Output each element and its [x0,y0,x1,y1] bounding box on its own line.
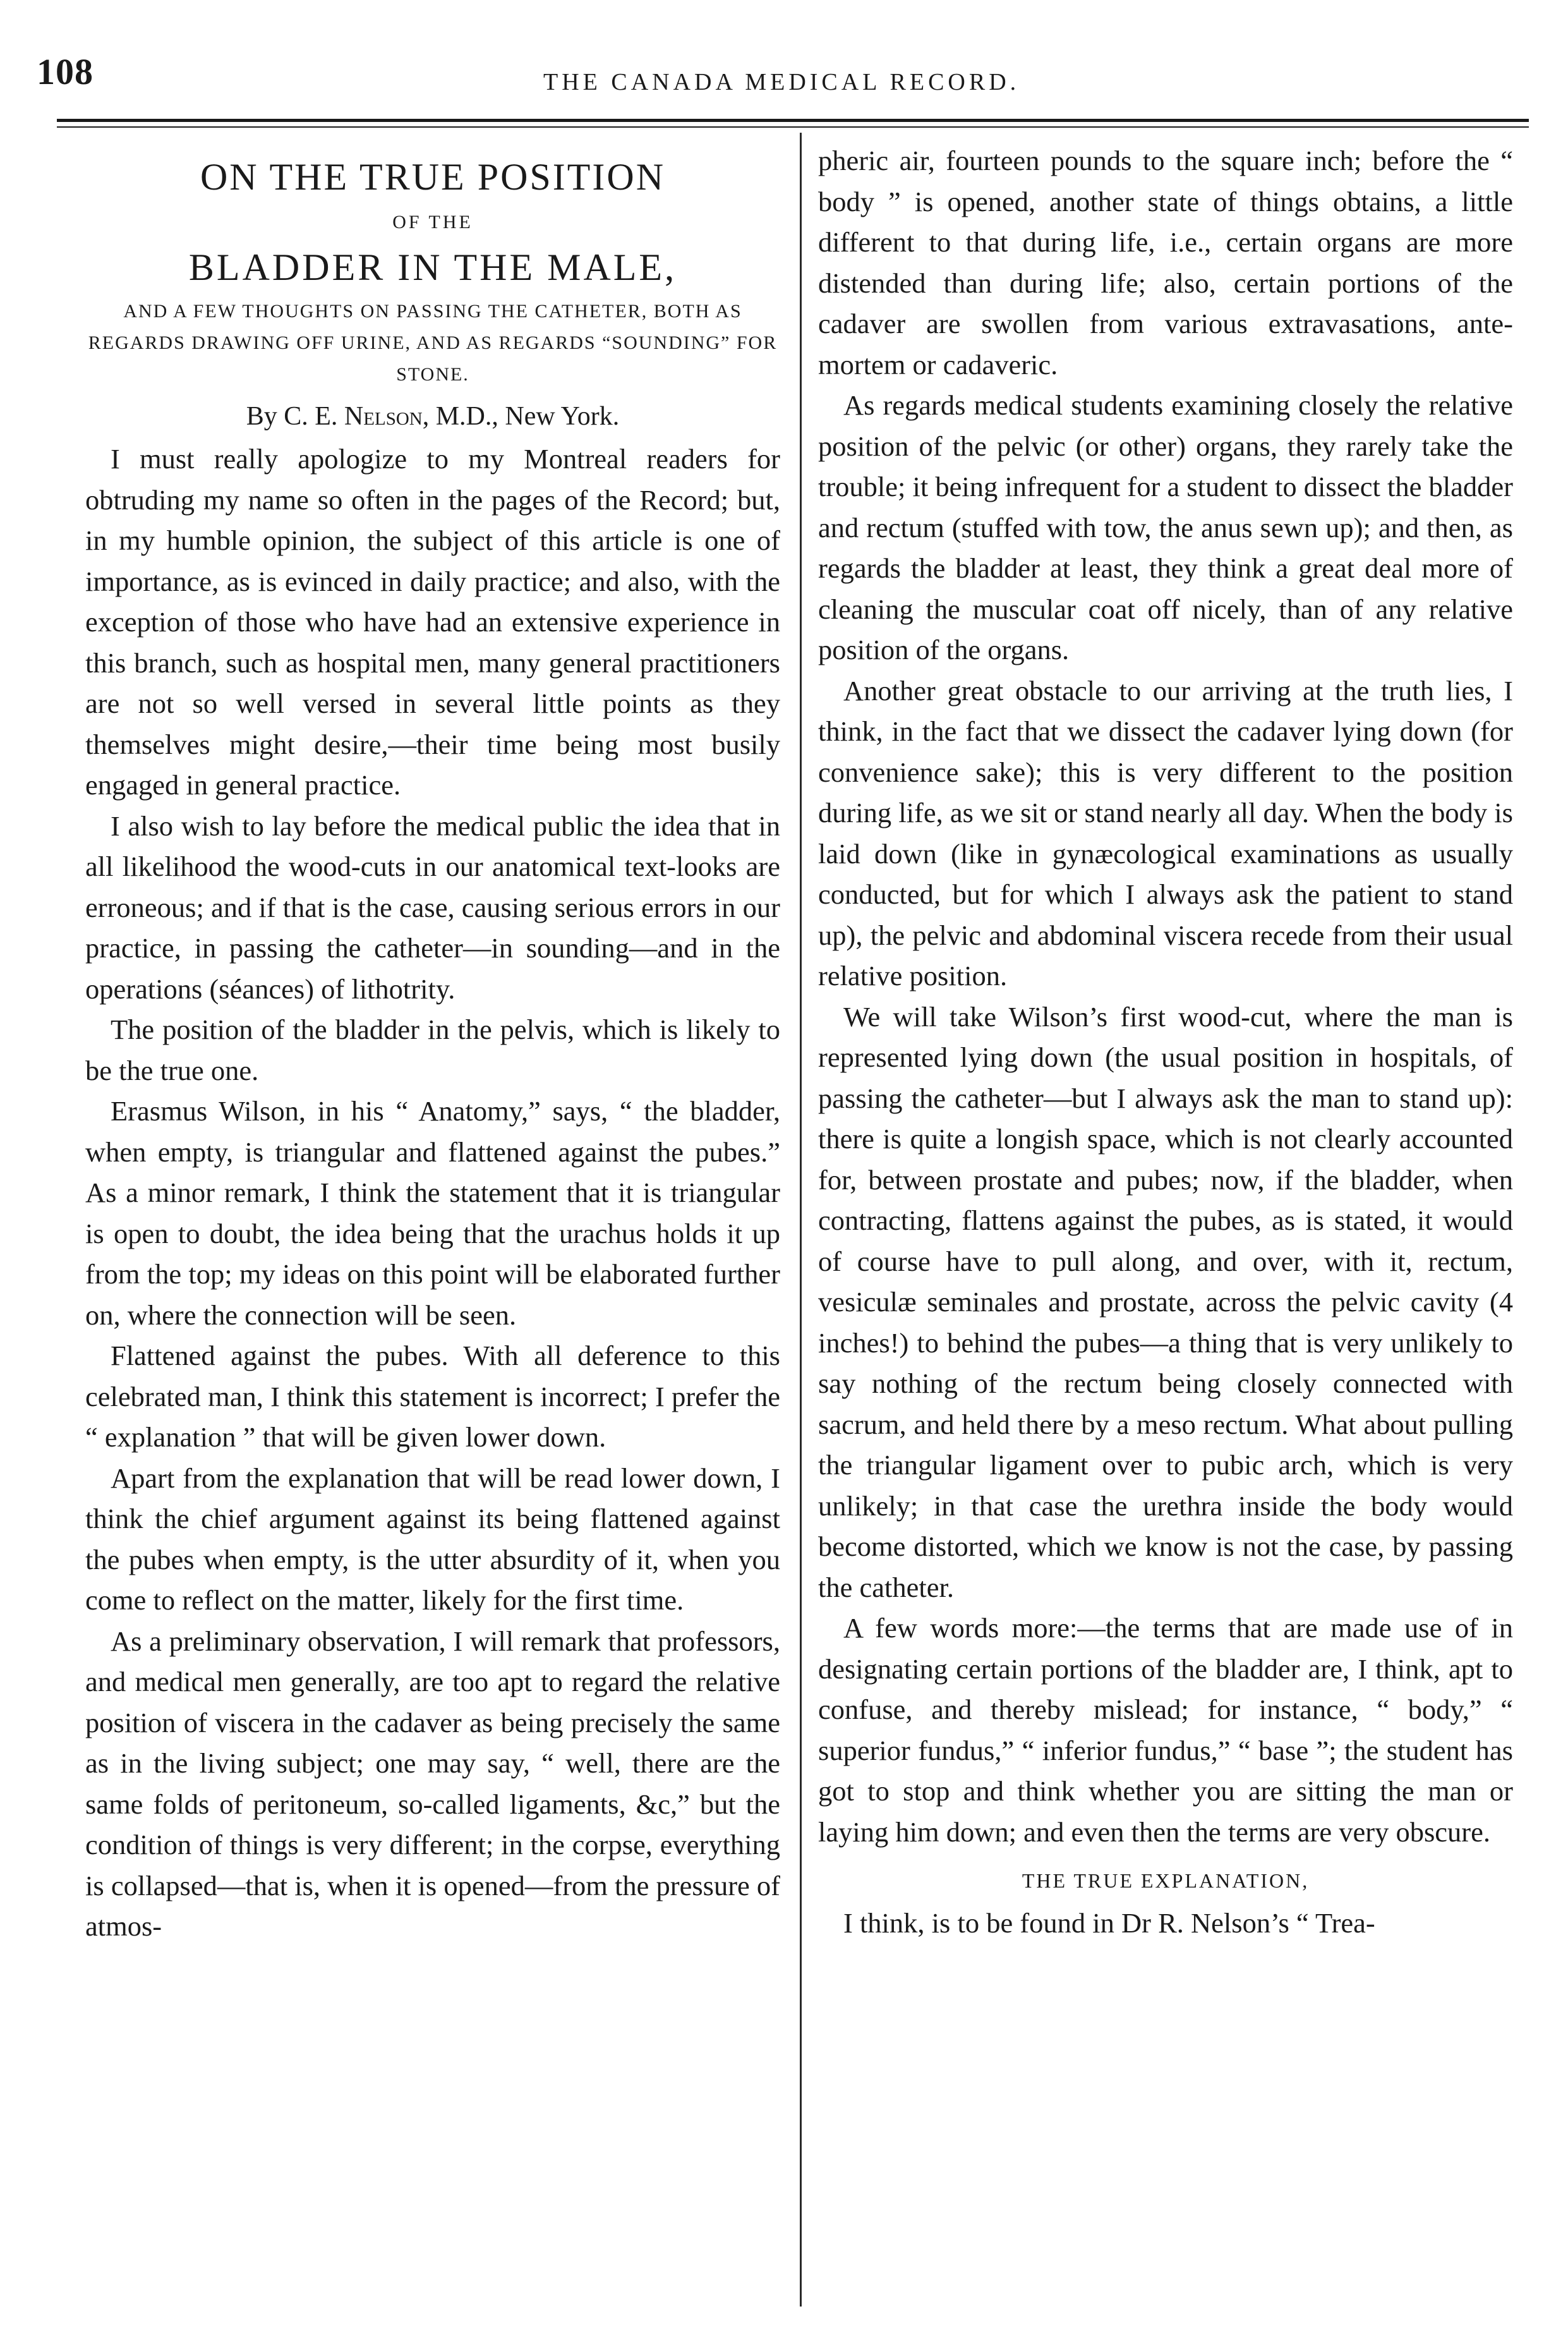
article-title-of-the: OF THE [392,212,473,233]
paragraph: We will take Wilson’s first wood-cut, where the man is represented lying down (the usual position in hospitals, of passing the catheter—but I always ask the man to stand up): there is quite a longish space, which is not clearly accounted for, between prostate and pubes; now, if the bladder, when contracting, flattens against the pubes, as is stated, it would of course have to pull along, and over, with it, rectum, vesiculæ seminales and prostate, across the pelvic cavity (4 inches!) to behind the pubes—a thing that is very unlikely to say nothing of the rectum being closely connected with sacrum, and held there by a meso rectum. What about pulling the triangular ligament over to pubic arch, which is very unlikely; in that case the urethra inside the body would become distorted, which we know is not the case, by passing the catheter. [818,1000,1513,1603]
paragraph: The position of the bladder in the pelvis, which is likely to be the true one. [85,1014,780,1086]
author-name: C. E. Nelson, M.D., [284,402,498,431]
section-heading: THE TRUE EXPLANATION, [1022,1869,1310,1892]
paragraph: Another great obstacle to our arriving at the truth lies, I think, in the fact that we dissect the cadaver lying down (for convenience sake); this is very different to the position during life, as we sit or stand nearly all day. When the body is laid down (like in gynæcological examinations as usually conducted, but for which I always ask the patient to stand up), the pelvic and abdominal viscera recede from their usual relative position. [818,674,1513,991]
article-title-line2: BLADDER IN THE MALE, [188,246,677,288]
column-divider [800,133,802,2307]
header-rule [57,119,1529,122]
paragraph: A few words more:—the terms that are made use of in designating certain portions of the bladder are, I think, apt to confuse, and thereby mislead; for instance, “ body,” “ superior fundus,” “ inferior fundus,” “ base ”; the student has got to stop and think whether you are sitting the man or laying him down; and even then the terms are very obscure. [818,1612,1513,1848]
paragraph: As a preliminary observation, I will remark that professors, and medical men generally, are too apt to regard the relative position of viscera in the cadaver as being precisely the same as in the living subject; one may say, “ well, there are the same folds of peritoneum, so-called ligaments, &c,” but the condition of things is very different; in the corpse, everything is collapsed—that is, when it is opened—from the pressure of atmos- [85,1625,780,1942]
paragraph: Apart from the explanation that will be read lower down, I think the chief argument against its being flattened against the pubes when empty, is the utter absurdity of it, when you come to reflect on the matter, likely for the first time. [85,1462,780,1616]
paragraph: I must really apologize to my Montreal readers for obtruding my name so often in the pages of the Record; but, in my humble opinion, the subject of this article is one of importance, as is evinced in daily practice; and also, with the exception of those who have had an extensive experience in this branch, such as hospital men, many general practitioners are not so well versed in several little points as they themselves might desire,—their time being most busily engaged in general practice. [85,443,780,801]
article-subtitle: AND A FEW THOUGHTS ON PASSING THE CATHETER, BOTH AS REGARDS DRAWING OFF URINE, AND AS REGARDS “SOUNDING” FOR STONE. [88,301,778,385]
paragraph: Flattened against the pubes. With all deference to this celebrated man, I think this statement is incorrect; I prefer the “ explanation ” that will be given lower down. [85,1340,780,1453]
paragraph: I also wish to lay before the medical public the idea that in all likelihood the wood-cuts in our anatomical text-looks are erroneous; and if that is the case, causing serious errors in our practice, in passing the catheter—in sounding—and in the operations (séances) of lithotrity. [85,809,780,1005]
paragraph: Erasmus Wilson, in his “ Anatomy,” says, “ the bladder, when empty, is triangular and flattened against the pubes.” As a minor remark, I think the statement that it is triangular is open to doubt, the idea being that the urachus holds it up from the top; my ideas on this point will be elaborated further on, where the connection will be seen. [85,1095,780,1331]
byline [85,394,780,439]
header-rule-thin [57,126,1529,128]
author-place: New York. [498,402,620,431]
byline-prefix: By [246,402,284,431]
paragraph: pheric air, fourteen pounds to the square inch; before the “ body ” is opened, another state of things obtains, a little different to that during life, i.e., certain organs are more distended than during life; also, certain portions of the cadaver are swollen from various extravasations, ante-mortem or cadaveric. [818,145,1513,380]
article-title-line1: ON THE TRUE POSITION [200,156,666,198]
paragraph: I think, is to be found in Dr R. Nelson’s “ Trea- [843,1907,1375,1939]
paragraph: As regards medical students examining closely the relative position of the pelvic (or other) organs, they rarely take the trouble; it being infrequent for a student to dissect the bladder and rectum (stuffed with tow, the anus sewn up); and then, as regards the bladder at least, they think a great deal more of cleaning the muscular coat off nicely, than of any relative position of the organs. [818,389,1513,665]
page-number: 108 [37,51,93,92]
left-column [85,140,780,1947]
running-head: THE CANADA MEDICAL RECORD. [543,69,1020,95]
right-column [818,140,1513,1944]
